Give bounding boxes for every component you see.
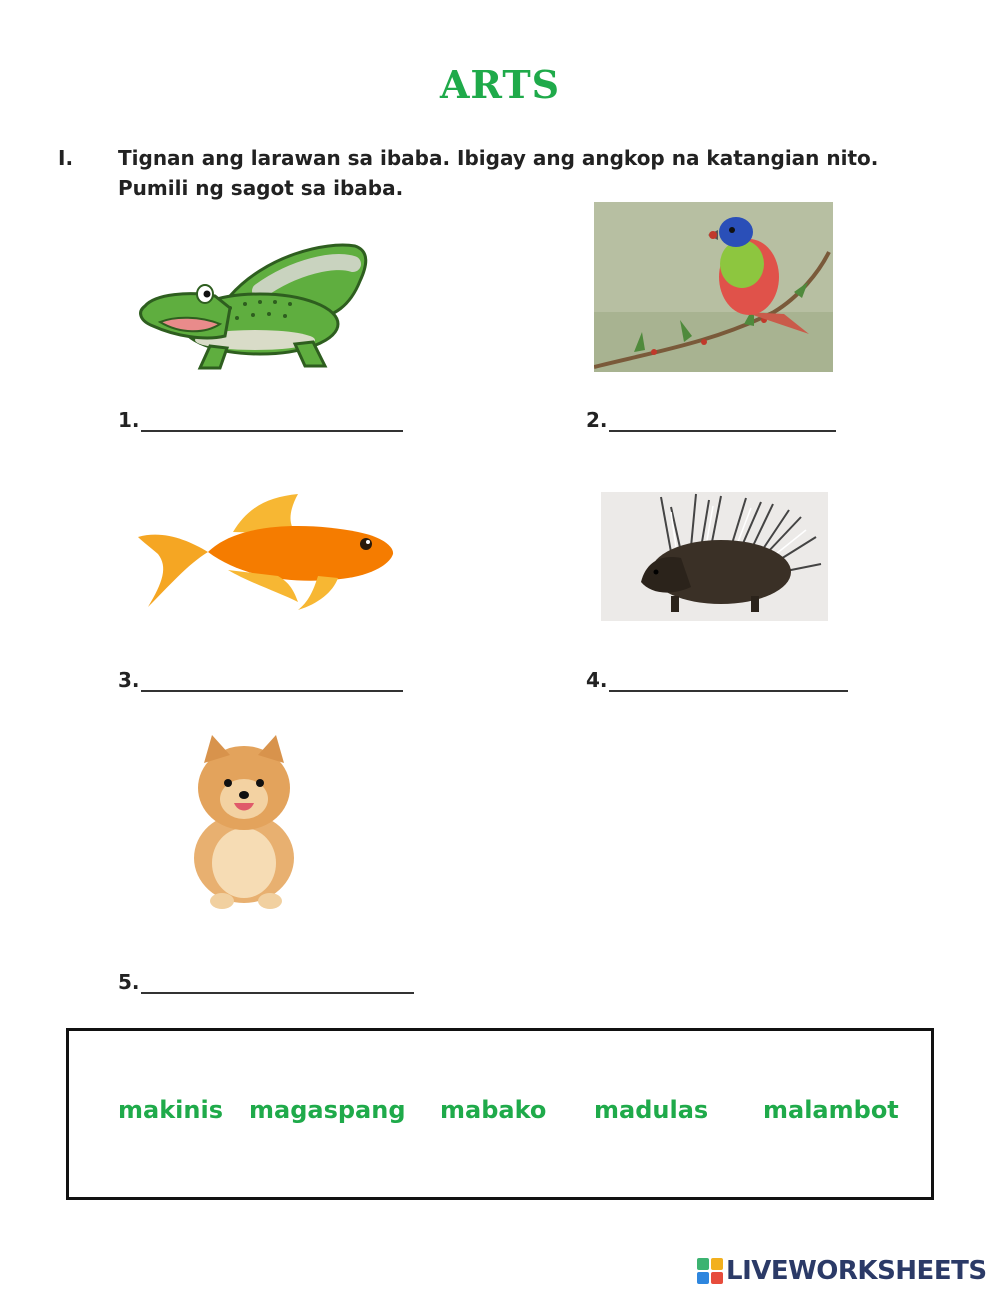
answer-input-5[interactable] — [141, 976, 414, 996]
bird-icon — [594, 202, 833, 372]
answer-input-4[interactable] — [609, 674, 848, 694]
instruction-line-2: Pumili ng sagot sa ibaba. — [118, 176, 404, 200]
logo-text: LIVEWORKSHEETS — [726, 1256, 987, 1286]
logo-mark-icon — [697, 1258, 723, 1284]
choice-makinis: makinis — [118, 1096, 223, 1124]
answer-input-1[interactable] — [141, 414, 403, 434]
instruction-line-1: Tignan ang larawan sa ibaba. Ibigay ang angkop na katangian nito. — [118, 146, 879, 170]
choice-mabako: mabako — [440, 1096, 547, 1124]
goldfish-icon — [138, 492, 396, 616]
dog-icon — [182, 733, 306, 913]
item-number-3: 3. — [118, 668, 140, 692]
instruction-number: I. — [58, 146, 74, 170]
choice-magaspang: magaspang — [249, 1096, 406, 1124]
answer-line-5 — [118, 970, 414, 994]
answer-line-3 — [118, 668, 403, 692]
answer-line-4 — [586, 668, 848, 692]
choice-madulas: madulas — [594, 1096, 709, 1124]
answer-input-3[interactable] — [141, 674, 403, 694]
item-number-2: 2. — [586, 408, 608, 432]
item-number-4: 4. — [586, 668, 608, 692]
page-title: ARTS — [439, 62, 561, 107]
answer-line-1 — [118, 408, 403, 432]
item-number-5: 5. — [118, 970, 140, 994]
liveworksheets-logo — [697, 1256, 987, 1286]
choice-malambot: malambot — [763, 1096, 899, 1124]
answer-line-2 — [586, 408, 836, 432]
item-number-1: 1. — [118, 408, 140, 432]
porcupine-icon — [601, 492, 828, 621]
crocodile-icon — [135, 236, 375, 378]
answer-input-2[interactable] — [609, 414, 836, 434]
